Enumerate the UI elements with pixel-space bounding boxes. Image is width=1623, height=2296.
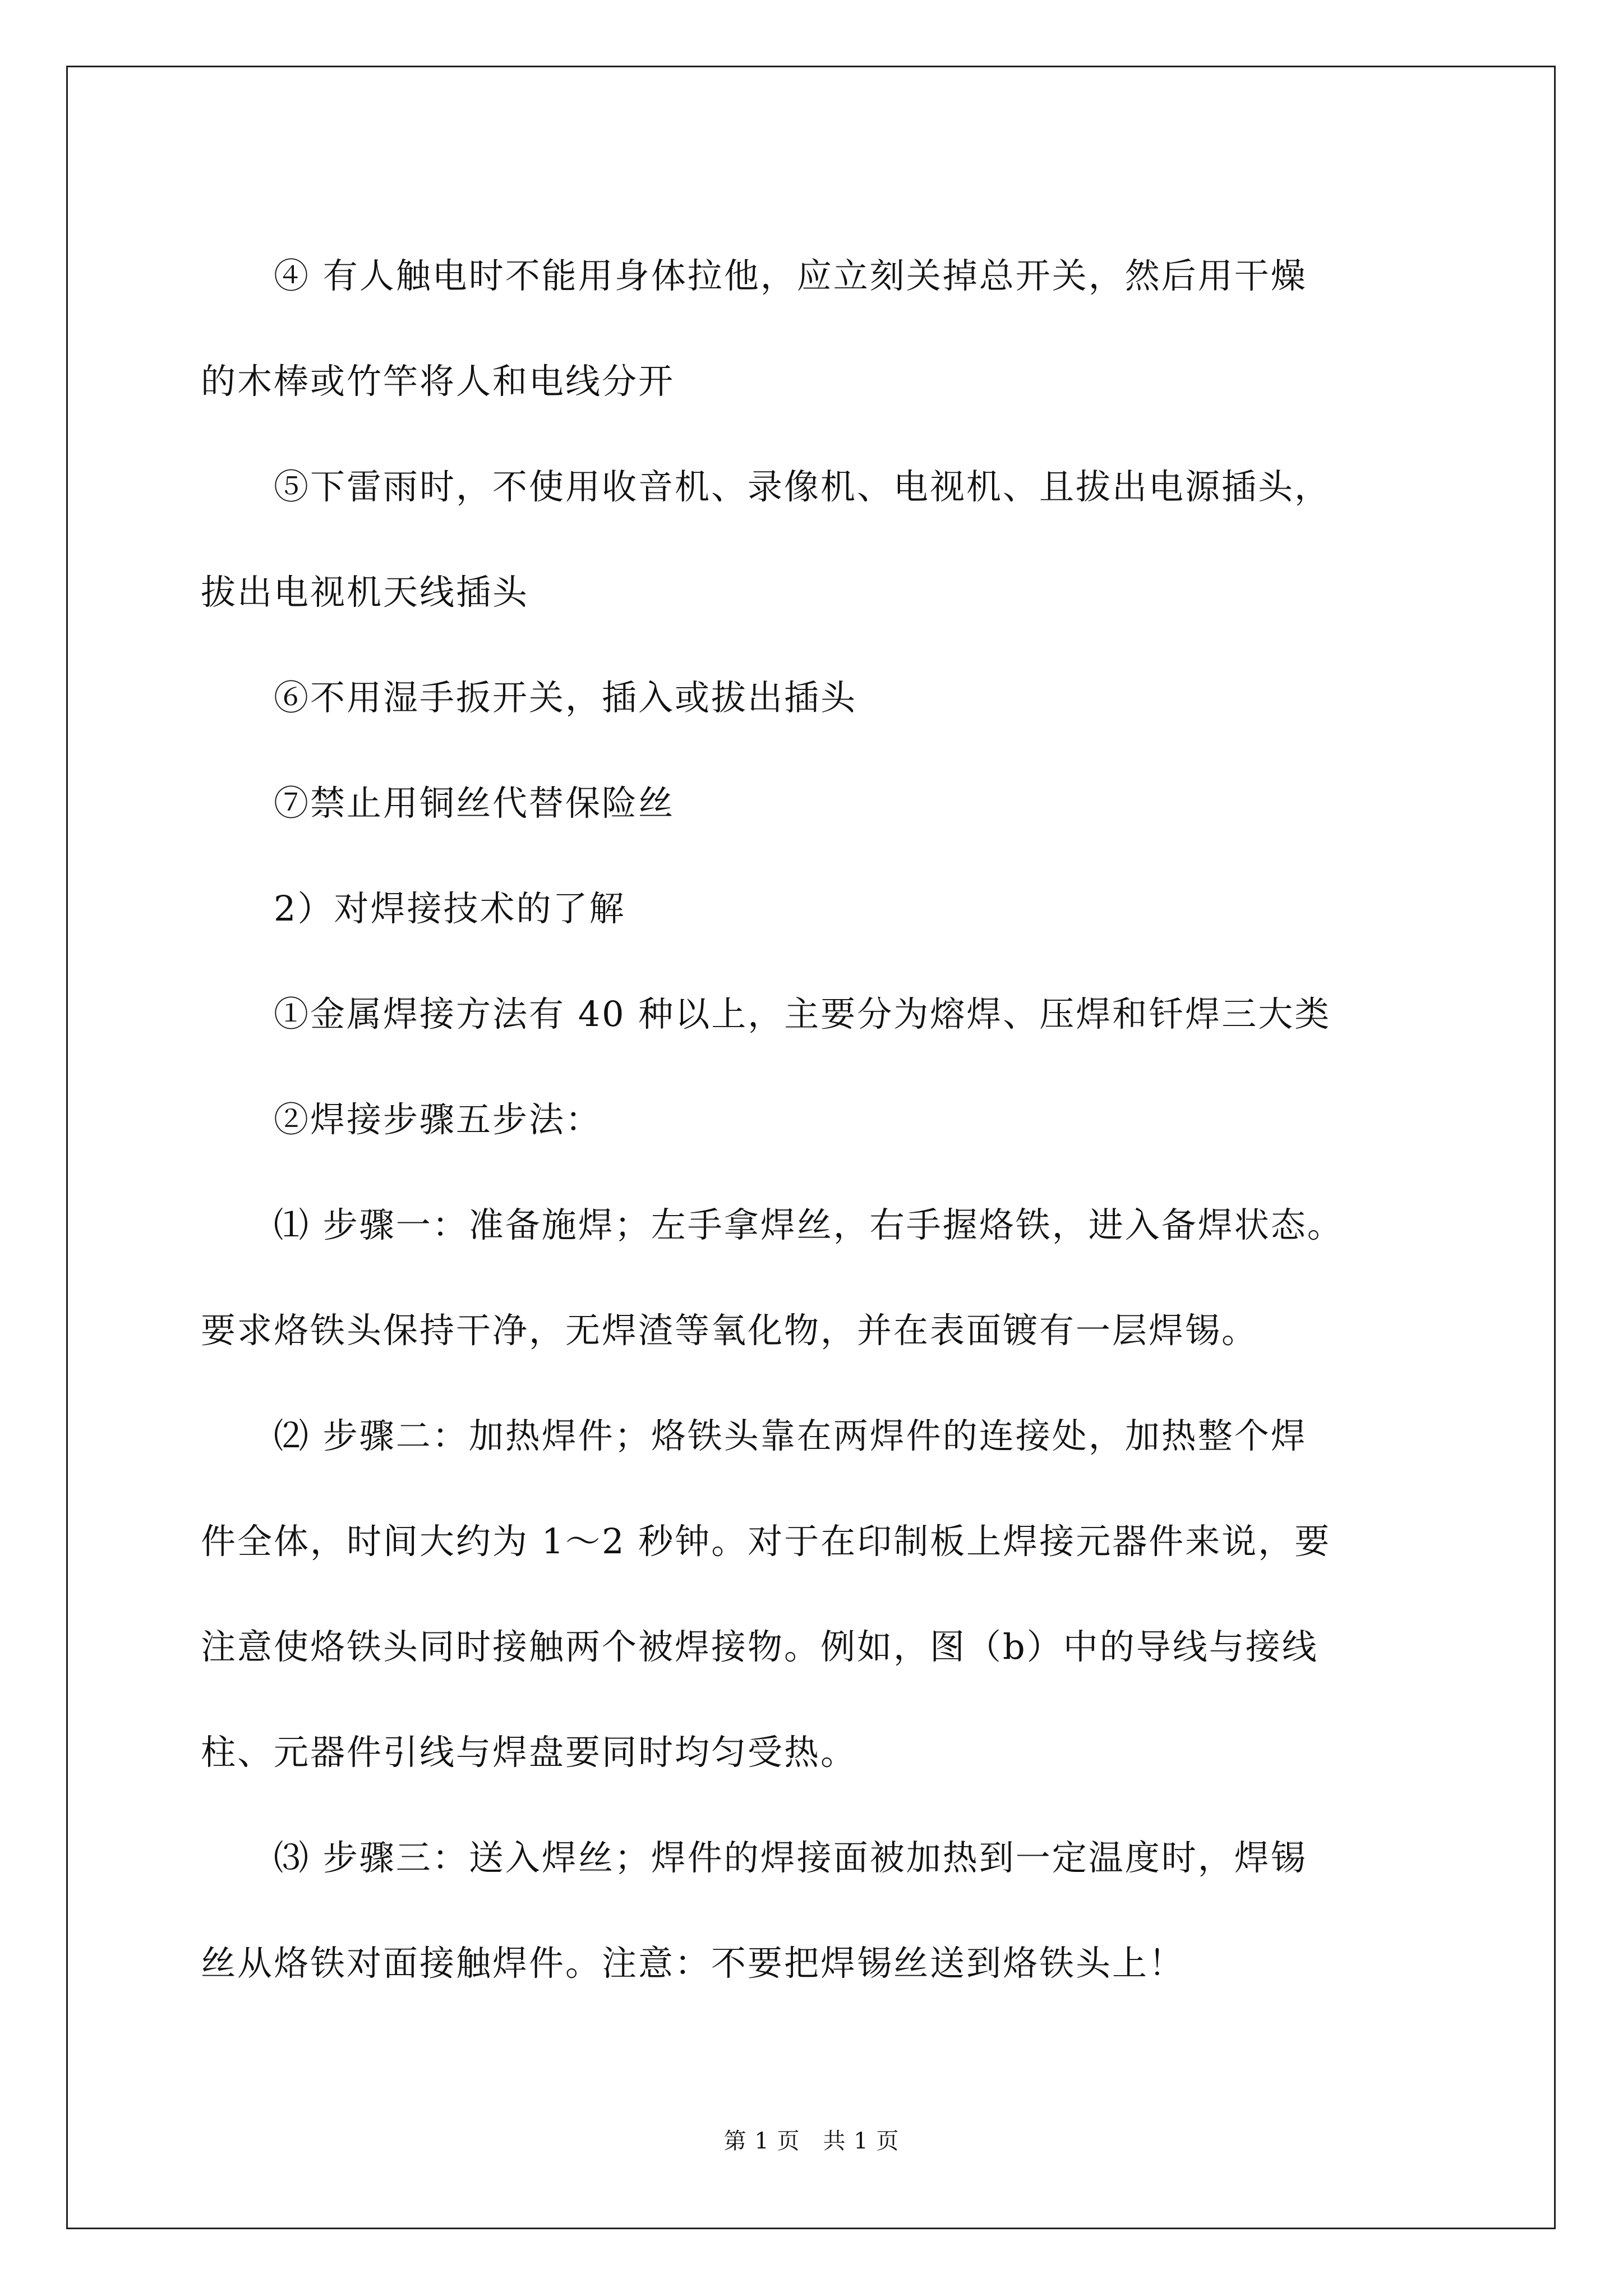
text-line: 的木棒或竹竿将人和电线分开 xyxy=(201,361,675,402)
text-line: ①金属焊接方法有 40 种以上，主要分为熔焊、压焊和钎焊三大类 xyxy=(201,993,1331,1034)
paragraph-step-two xyxy=(201,1383,1435,1805)
paragraph-step-three xyxy=(201,1805,1435,2016)
text-line: ⑵ 步骤二：加热焊件；烙铁头靠在两焊件的连接处，加热整个焊 xyxy=(201,1415,1307,1456)
paragraph-welding-methods xyxy=(201,961,1435,1067)
section-heading-welding xyxy=(201,856,1435,961)
text-line: 要求烙铁头保持干净，无焊渣等氧化物，并在表面镀有一层焊锡。 xyxy=(201,1310,1258,1351)
paragraph-five-steps xyxy=(201,1067,1435,1172)
text-line: ⑶ 步骤三：送入焊丝；焊件的焊接面被加热到一定温度时，焊锡 xyxy=(201,1837,1307,1878)
text-line: ④ 有人触电时不能用身体拉他，应立刻关掉总开关，然后用干燥 xyxy=(201,255,1307,296)
text-line: ⑴ 步骤一：准备施焊；左手拿焊丝，右手握烙铁，进入备焊状态。 xyxy=(201,1204,1344,1245)
text-line: ⑤下雷雨时，不使用收音机、录像机、电视机、且拔出电源插头， xyxy=(201,466,1331,507)
text-line: 件全体，时间大约为 1～2 秒钟。对于在印制板上焊接元器件来说，要 xyxy=(201,1521,1331,1562)
text-line: 丝从烙铁对面接触焊件。注意：不要把焊锡丝送到烙铁头上！ xyxy=(201,1943,1186,1984)
text-line: 拔出电视机天线插头 xyxy=(201,572,529,613)
page-number-footer: 第 1 页 共 1 页 xyxy=(723,2128,900,2154)
text-line: 柱、元器件引线与焊盘要同时均匀受热。 xyxy=(201,1732,857,1773)
text-line: ⑥不用湿手扳开关，插入或拔出插头 xyxy=(201,677,857,718)
paragraph-step-one xyxy=(201,1172,1435,1383)
text-line: ⑦禁止用铜丝代替保险丝 xyxy=(201,783,675,823)
paragraph-wet-hands xyxy=(201,645,1435,751)
text-line: ②焊接步骤五步法： xyxy=(201,1099,602,1140)
text-line: 注意使烙铁头同时接触两个被焊接物。例如，图（b）中的导线与接线 xyxy=(201,1626,1318,1667)
paragraph-copper-wire xyxy=(201,751,1435,856)
paragraph-electric-shock xyxy=(201,223,1435,434)
paragraph-thunderstorm xyxy=(201,434,1435,645)
document-body xyxy=(201,223,1435,2016)
text-line: 2）对焊接技术的了解 xyxy=(201,888,626,929)
